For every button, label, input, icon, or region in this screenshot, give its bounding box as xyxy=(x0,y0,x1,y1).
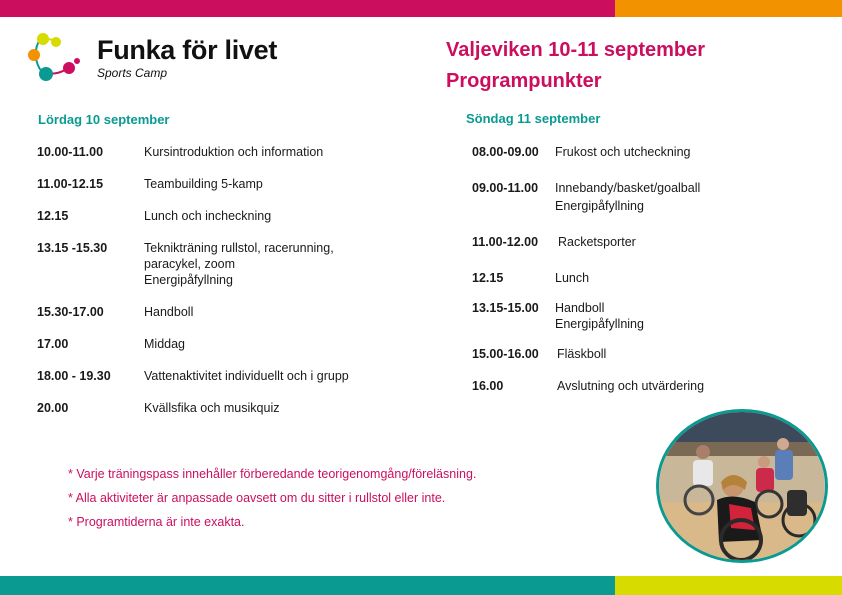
row-activity: Kursintroduktion och information xyxy=(144,145,324,159)
funka-logo-icon xyxy=(26,28,86,86)
row-time: 09.00-11.00 xyxy=(472,181,539,195)
top-bar-magenta xyxy=(0,0,615,17)
row-activity: Innebandy/basket/goalball xyxy=(555,181,701,195)
row-activity: Lunch xyxy=(555,271,590,285)
row-activity: Handboll xyxy=(555,301,605,315)
event-title-line2: Programpunkter xyxy=(446,70,602,92)
wheelchair-sports-photo xyxy=(656,409,828,563)
event-title-line1: Valjeviken 10-11 september xyxy=(446,39,706,61)
row-time: 10.00-11.00 xyxy=(37,145,104,159)
row-time: 17.00 xyxy=(37,337,69,351)
row-activity: Racketsporter xyxy=(558,235,636,249)
top-color-bar xyxy=(0,0,842,17)
row-activity: Frukost och utcheckning xyxy=(555,145,691,159)
row-activity: Energipåfyllning xyxy=(555,199,644,213)
row-activity: paracykel, zoom xyxy=(144,257,236,271)
row-time: 11.00-12.00 xyxy=(472,235,539,249)
row-activity: Middag xyxy=(144,337,185,351)
brand-subtitle: Sports Camp xyxy=(97,66,168,80)
row-time: 11.00-12.15 xyxy=(37,177,104,191)
row-activity: Vattenaktivitet individuellt och i grupp xyxy=(144,369,349,383)
row-time: 08.00-09.00 xyxy=(472,145,539,159)
row-activity: Teambuilding 5-kamp xyxy=(144,177,263,191)
row-activity: Fläskboll xyxy=(557,347,607,361)
bottom-bar-teal xyxy=(0,576,615,595)
note-item: * Alla aktiviteter är anpassade oavsett om du sitter i rullstol eller inte. xyxy=(68,491,446,505)
row-activity: Teknikträning rullstol, racerunning, xyxy=(144,241,334,255)
bottom-bar-yellow xyxy=(615,576,842,595)
notes-list xyxy=(68,466,476,538)
event-title xyxy=(446,35,705,97)
brand-name: Funka för livet xyxy=(97,35,278,65)
row-activity: Handboll xyxy=(144,305,194,319)
row-time: 12.15 xyxy=(37,209,69,223)
row-time: 15.30-17.00 xyxy=(37,305,104,319)
note-item: * Varje träningspass innehåller förberedande teorigenomgång/föreläsning. xyxy=(68,467,477,481)
top-bar-orange xyxy=(615,0,842,17)
row-activity: Energipåfyllning xyxy=(144,273,233,287)
row-time: 13.15-15.00 xyxy=(472,301,539,315)
row-time: 20.00 xyxy=(37,401,69,415)
saturday-heading: Lördag 10 september xyxy=(38,112,170,127)
row-activity: Lunch och incheckning xyxy=(144,209,272,223)
row-time: 15.00-16.00 xyxy=(472,347,539,361)
bottom-color-bar xyxy=(0,576,842,595)
row-time: 13.15 -15.30 xyxy=(37,241,108,255)
brand-block xyxy=(97,36,277,80)
row-activity: Kvällsfika och musikquiz xyxy=(144,401,280,415)
row-activity: Energipåfyllning xyxy=(555,317,644,331)
photo-illustration xyxy=(659,412,825,560)
row-time: 12.15 xyxy=(472,271,504,285)
sunday-heading: Söndag 11 september xyxy=(466,111,601,126)
row-time: 16.00 xyxy=(472,379,504,393)
row-time: 18.00 - 19.30 xyxy=(37,369,111,383)
row-activity: Avslutning och utvärdering xyxy=(557,379,705,393)
note-item: * Programtiderna är inte exakta. xyxy=(68,515,245,529)
